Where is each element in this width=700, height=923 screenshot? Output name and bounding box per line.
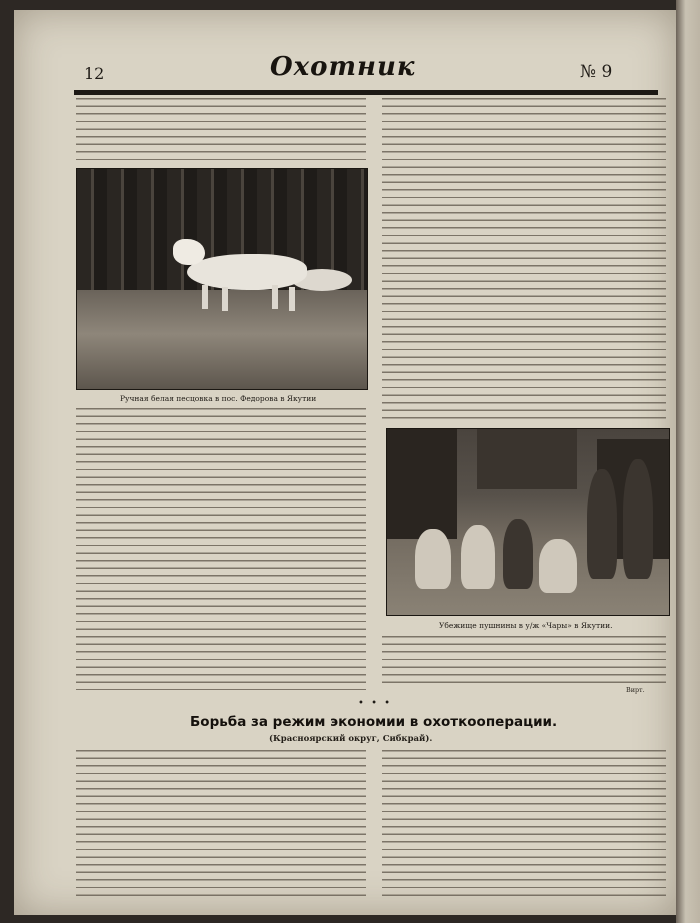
fox-head [173,239,205,265]
header-rule [74,90,658,95]
magazine-page [14,10,676,915]
fox-leg [202,285,208,309]
hut-left [387,429,457,539]
hut-center [477,429,577,489]
camp-photo [386,428,670,616]
fox-photo [76,168,368,390]
text-column-right-top [382,98,666,420]
author-signature: Вирт. [626,686,645,694]
article-text-left [76,750,366,900]
issue-number: № 9 [580,62,613,82]
person [623,459,653,579]
text-column-right-bottom [382,636,666,684]
adjacent-page-edge [676,0,700,923]
person [461,525,495,589]
person [587,469,617,579]
article-subtitle: (Красноярский округ, Сибкрай). [269,734,433,744]
article-separator: • • • [358,698,393,709]
fox-caption: Ручная белая песцовка в пос. Федорова в Якутии [120,394,317,403]
fox-leg [222,287,228,311]
fox-leg [289,287,295,311]
person [415,529,451,589]
magazine-title: Охотник [270,52,416,82]
camp-caption: Убежище пушнины в у/ж «Чары» в Якутии. [439,621,613,630]
person [503,519,533,589]
text-column-left-top [76,98,366,164]
masthead [14,48,676,92]
page-number: 12 [84,64,105,83]
article-table-right [382,750,666,900]
person [539,539,577,593]
fox-leg [272,285,278,309]
text-column-left-bottom [76,408,366,690]
article-title: Борьба за режим экономии в охоткооперации. [190,714,558,730]
